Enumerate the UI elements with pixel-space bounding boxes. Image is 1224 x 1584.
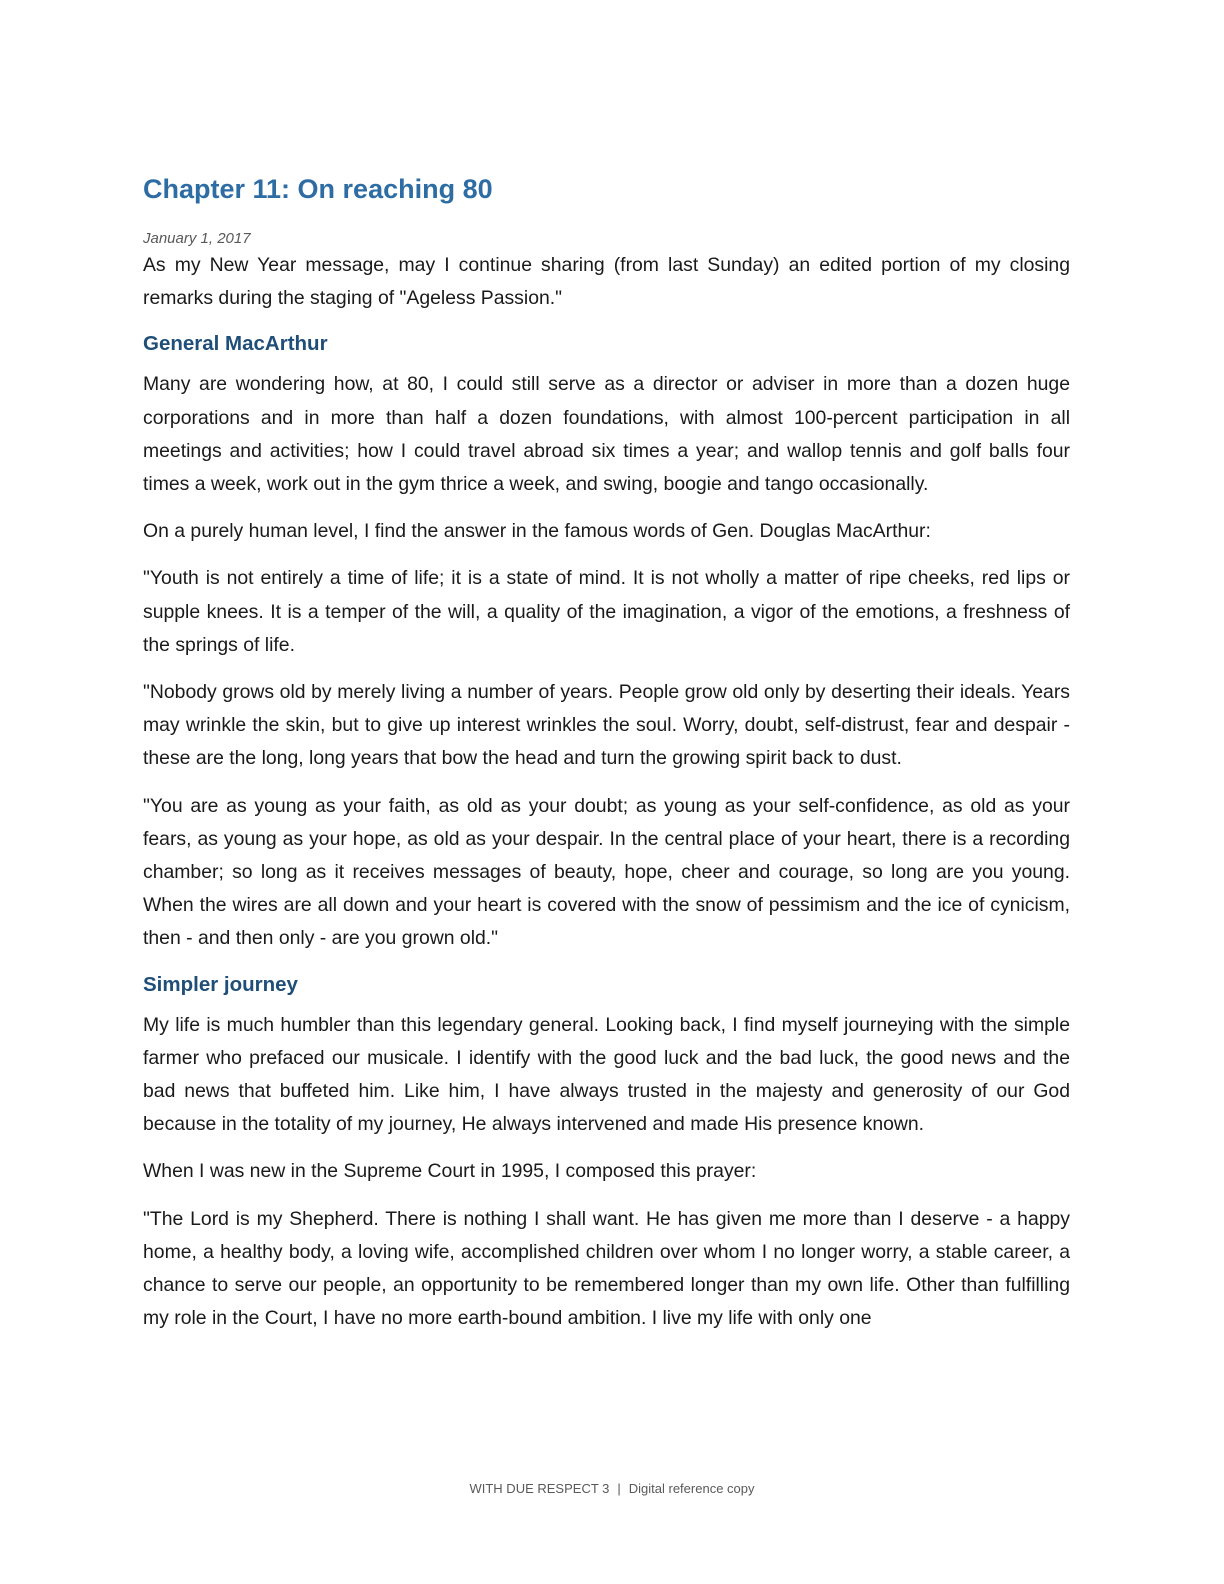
footer-note: Digital reference copy [628, 1481, 755, 1496]
intro-paragraph: As my New Year message, may I continue sharing (from last Sunday) an edited portion of my closing remarks during the staging of "Ageless Passion." [143, 254, 1070, 310]
quote-paragraph: "Youth is not entirely a time of life; it is a state of mind. It is not wholly a matter of ripe cheeks, red lips or supple knees. It is a temper of the will, a quality of the imagination, a vigor of the emotions, a freshness of the springs of life. [143, 567, 1070, 656]
prayer-paragraph: "The Lord is my Shepherd. There is nothing I shall want. He has given me more than I deserve - a happy home, a healthy body, a loving wife, accomplished children over whom I no longer worry, a stable career, a chance to serve our people, an opportunity to be remembered longer than my own life. Other than fulfilling my role in the Court, I have no more earth-bound ambition. I live my life with only one [143, 1207, 1070, 1330]
chapter-title: Chapter 11: On reaching 80 [143, 174, 493, 204]
footer-separator: | [617, 1481, 621, 1496]
section-heading-general-macarthur: General MacArthur [143, 332, 328, 356]
body-paragraph: On a purely human level, I find the answer in the famous words of Gen. Douglas MacArthur: [143, 520, 931, 543]
quote-paragraph: "You are as young as your faith, as old as your doubt; as young as your self-confidence, as old as your fears, as young as your hope, as old as your despair. In the central place of your heart, there is a recording chamber; so long as it receives messages of beauty, hope, cheer and courage, so long are you young. When the wires are all down and your heart is covered with the snow of pessimism and the ice of cynicism, then - and then only - are you grown old." [143, 794, 1070, 950]
body-paragraph: Many are wondering how, at 80, I could still serve as a director or adviser in more than a dozen huge corporations and in more than half a dozen foundations, with almost 100-percent participation in all meetings and activities; how I could travel abroad six times a year; and wallop tennis and golf balls four times a week, work out in the gym thrice a week, and swing, boogie and tango occasionally. [143, 373, 1070, 496]
body-paragraph: When I was new in the Supreme Court in 1995, I composed this prayer: [143, 1160, 757, 1183]
body-paragraph: My life is much humbler than this legendary general. Looking back, I find myself journeying with the simple farmer who prefaced our musicale. I identify with the good luck and the bad luck, the good news and the bad news that buffeted him. Like him, I have always trusted in the majesty and generosity of our God because in the totality of my journey, He always intervened and made His presence known. [143, 1013, 1070, 1136]
section-heading-simpler-journey: Simpler journey [143, 972, 298, 996]
footer-book-title: WITH DUE RESPECT 3 [469, 1481, 610, 1496]
quote-paragraph: "Nobody grows old by merely living a number of years. People grow old only by deserting their ideals. Years may wrinkle the skin, but to give up interest wrinkles the soul. Worry, doubt, self-distrust, fear and despair - these are the long, long years that bow the head and turn the growing spirit back to dust. [143, 681, 1070, 770]
document-page [143, 170, 1070, 1349]
chapter-date: January 1, 2017 [143, 230, 251, 247]
page-footer [0, 1480, 1224, 1498]
